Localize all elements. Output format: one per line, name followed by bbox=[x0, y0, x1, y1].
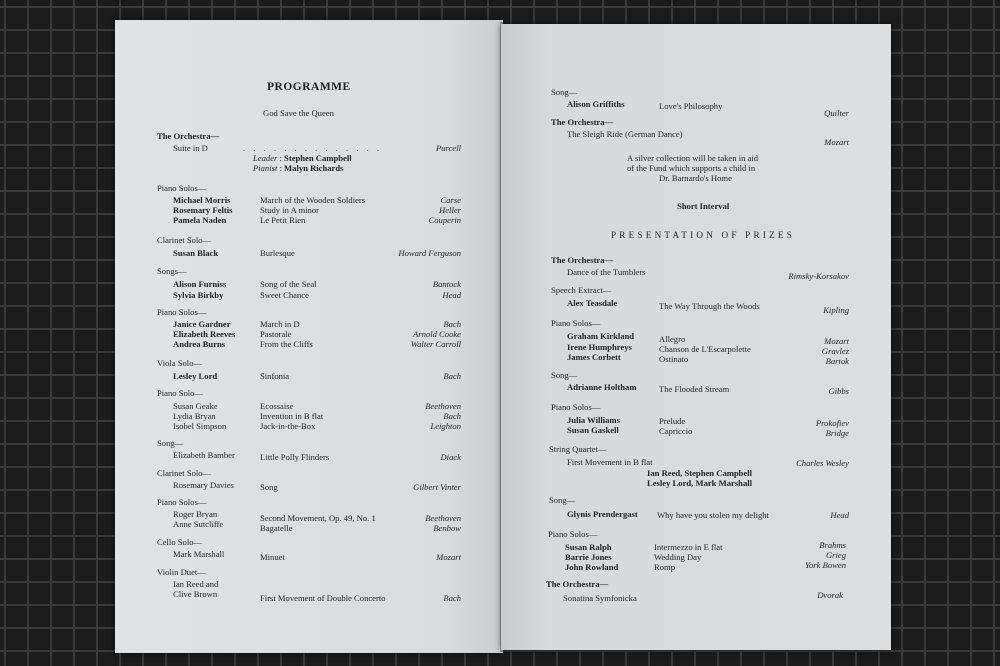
composer: Bach bbox=[443, 411, 461, 421]
work-title: Minuet bbox=[260, 552, 285, 562]
work-title: March in D bbox=[260, 319, 300, 329]
performer: Graham Kirkland bbox=[567, 331, 635, 341]
work-title: Prelude bbox=[659, 416, 686, 426]
composer: Diack bbox=[440, 452, 461, 462]
section-heading: Song— bbox=[551, 370, 578, 380]
composer: Bartok bbox=[825, 356, 849, 366]
composer: Carse bbox=[440, 195, 461, 205]
composer: Purcell bbox=[436, 143, 461, 153]
composer: Prokofiev bbox=[815, 418, 849, 428]
work-title: Sweet Chance bbox=[260, 290, 309, 300]
performer: Alex Teasdale bbox=[567, 298, 618, 308]
composer: Benbow bbox=[433, 523, 461, 533]
performer: Susan Ralph bbox=[565, 542, 612, 552]
collection-note-line: A silver collection will be taken in aid bbox=[627, 153, 759, 163]
composer: Heller bbox=[439, 205, 461, 215]
composer: Mozart bbox=[824, 137, 849, 147]
performer: Julia Williams bbox=[567, 415, 620, 425]
performer: Elizabeth Reeves bbox=[173, 329, 236, 339]
section-heading: The Orchestra— bbox=[546, 579, 609, 589]
section-heading: Speech Extract— bbox=[551, 285, 612, 295]
performer: Susan Geake bbox=[173, 401, 218, 411]
performer: Irene Humphreys bbox=[567, 342, 632, 352]
work-title: Study in A minor bbox=[260, 205, 319, 215]
work-title: Jack-in-the-Box bbox=[260, 421, 316, 431]
leader-label: Leader bbox=[253, 153, 278, 163]
work-title: Le Petit Rien bbox=[260, 215, 306, 225]
work-title: Bagatelle bbox=[260, 523, 293, 533]
work-title: Romp bbox=[654, 562, 676, 572]
composer: Bach bbox=[443, 371, 461, 381]
composer: Beethoven bbox=[425, 513, 461, 523]
work-title: Chanson de L'Escarpolette bbox=[659, 344, 751, 354]
performer: Lydia Bryan bbox=[173, 411, 216, 421]
work-title: Invention in B flat bbox=[260, 411, 324, 421]
section-heading: Piano Solos— bbox=[548, 529, 598, 539]
work-title: Wedding Day bbox=[654, 552, 702, 562]
collection-note-line: of the Fund which supports a child in bbox=[627, 163, 756, 173]
work-title: Capriccio bbox=[659, 426, 693, 436]
section-heading: Song— bbox=[551, 87, 578, 97]
work-title: Love's Philosophy bbox=[659, 101, 723, 111]
composer: Rimsky-Korsakov bbox=[788, 271, 849, 281]
section-heading: Viola Solo— bbox=[157, 358, 203, 368]
work-title: Why have you stolen my delight bbox=[657, 510, 769, 520]
leader-credit: Leader : Stephen Campbell bbox=[253, 153, 352, 163]
composer: Mozart bbox=[436, 552, 461, 562]
section-heading: Piano Solos— bbox=[551, 318, 601, 328]
leader-dots: . . . . . . . . . . . . . . bbox=[243, 143, 383, 153]
collection-note-line: Dr. Barnardo's Home bbox=[659, 173, 732, 183]
section-heading: Piano Solos— bbox=[157, 183, 207, 193]
page-title: PROGRAMME bbox=[267, 81, 351, 93]
section-heading: Song— bbox=[157, 438, 184, 448]
performer: Susan Gaskell bbox=[567, 425, 619, 435]
composer: Couperin bbox=[428, 215, 461, 225]
performer: Rosemary Feltis bbox=[173, 205, 233, 215]
performer: Elizabeth Bamber bbox=[173, 450, 235, 460]
performer: Rosemary Davies bbox=[173, 480, 234, 490]
composer: Gibbs bbox=[828, 386, 849, 396]
work-title: The Way Through the Woods bbox=[659, 301, 760, 311]
performer: James Corbett bbox=[567, 352, 621, 362]
composer: Gravlez bbox=[821, 346, 849, 356]
performer: Andrea Burns bbox=[173, 339, 226, 349]
section-heading: String Quartet— bbox=[549, 444, 607, 454]
performer: Glynis Prendergast bbox=[567, 509, 638, 519]
performer: Alison Furniss bbox=[173, 279, 227, 289]
section-heading: Songs— bbox=[157, 266, 187, 276]
pianist-credit: Pianist : Malyn Richards bbox=[253, 163, 344, 173]
pianist-label: Pianist bbox=[253, 163, 278, 173]
composer: York Bowen bbox=[805, 560, 846, 570]
performer: Michael Morris bbox=[173, 195, 231, 205]
composer: Mozart bbox=[824, 336, 849, 346]
performer: Lesley Lord bbox=[173, 371, 218, 381]
leader-name: Stephen Campbell bbox=[284, 153, 352, 163]
work-title: Sinfonia bbox=[260, 371, 290, 381]
work-title: Pastorale bbox=[260, 329, 292, 339]
performer: Ian Reed and bbox=[173, 579, 219, 589]
performer: Sylvia Birkby bbox=[173, 290, 224, 300]
interval-heading: Short Interval bbox=[677, 201, 730, 211]
composer: Bridge bbox=[825, 428, 849, 438]
composer: Beethoven bbox=[425, 401, 461, 411]
work-title: Ecossaise bbox=[260, 401, 294, 411]
work-title: First Movement in B flat bbox=[567, 457, 653, 467]
section-heading: Piano Solo— bbox=[157, 388, 204, 398]
section-heading: Violin Duet— bbox=[157, 567, 206, 577]
prizes-heading: PRESENTATION OF PRIZES bbox=[611, 230, 796, 240]
composer: Bantock bbox=[432, 279, 461, 289]
section-heading: Cello Solo— bbox=[157, 537, 203, 547]
section-heading: The Orchestra— bbox=[551, 117, 614, 127]
composer: Dvorak bbox=[817, 590, 843, 600]
section-heading: Song— bbox=[549, 495, 576, 505]
composer: Head bbox=[442, 290, 461, 300]
composer: Arnold Cooke bbox=[413, 329, 461, 339]
performer: Lesley Lord, Mark Marshall bbox=[647, 478, 753, 488]
work-title: The Sleigh Ride (German Dance) bbox=[567, 129, 683, 139]
section-heading: The Orchestra— bbox=[157, 131, 220, 141]
performer: Isobel Simpson bbox=[173, 421, 227, 431]
work-title: First Movement of Double Concerto bbox=[260, 593, 386, 603]
work-title: Little Polly Flinders bbox=[260, 452, 330, 462]
composer: Brahms bbox=[819, 540, 846, 550]
performer: Ian Reed, Stephen Campbell bbox=[647, 468, 753, 478]
pianist-name: Malyn Richards bbox=[284, 163, 344, 173]
composer: Bach bbox=[443, 319, 461, 329]
composer: Bach bbox=[443, 593, 461, 603]
work-title: Intermezzo in E flat bbox=[654, 542, 723, 552]
performer: Susan Black bbox=[173, 248, 219, 258]
composer: Charles Wesley bbox=[796, 458, 849, 468]
performer: Pamela Naden bbox=[173, 215, 227, 225]
work-title: Sonatina Symfonicka bbox=[563, 593, 637, 603]
composer: Leighton bbox=[430, 421, 461, 431]
work-title: Suite in D bbox=[173, 143, 208, 153]
performer: Adrianne Holtham bbox=[567, 382, 637, 392]
work-title: Song of the Seal bbox=[260, 279, 317, 289]
work-title: From the Cliffs bbox=[260, 339, 313, 349]
programme-right-page bbox=[501, 24, 891, 650]
section-heading: Piano Solos— bbox=[157, 497, 207, 507]
work-title: Second Movement, Op. 49, No. 1 bbox=[260, 513, 376, 523]
programme-left-page bbox=[115, 20, 503, 653]
section-heading: The Orchestra— bbox=[551, 255, 614, 265]
performer: Mark Marshall bbox=[173, 549, 225, 559]
performer: Alison Griffiths bbox=[567, 99, 625, 109]
performer: Clive Brown bbox=[173, 589, 218, 599]
composer: Gilbert Vinter bbox=[413, 482, 461, 492]
work-title: Ostinato bbox=[659, 354, 689, 364]
section-heading: Piano Solos— bbox=[157, 307, 207, 317]
composer: Quilter bbox=[824, 108, 849, 118]
performer: Roger Bryan bbox=[173, 509, 218, 519]
work-title: Song bbox=[260, 482, 278, 492]
performer: Janice Gardner bbox=[173, 319, 231, 329]
section-heading: Clarinet Solo— bbox=[157, 235, 212, 245]
composer: Howard Ferguson bbox=[398, 248, 461, 258]
performer: Barrie Jones bbox=[565, 552, 612, 562]
composer: Grieg bbox=[825, 550, 846, 560]
work-title: Allegro bbox=[659, 334, 686, 344]
work-title: The Flooded Stream bbox=[659, 384, 730, 394]
work-title: Burlesque bbox=[260, 248, 295, 258]
section-heading: Clarinet Solo— bbox=[157, 468, 212, 478]
anthem: God Save the Queen bbox=[263, 108, 334, 118]
section-heading: Piano Solos— bbox=[551, 402, 601, 412]
composer: Kipling bbox=[823, 305, 849, 315]
performer: John Rowland bbox=[565, 562, 619, 572]
work-title: Dance of the Tumblers bbox=[567, 267, 646, 277]
composer: Walter Carroll bbox=[410, 339, 461, 349]
performer: Anne Sutcliffe bbox=[173, 519, 224, 529]
composer: Head bbox=[830, 510, 849, 520]
work-title: March of the Wooden Soldiers bbox=[260, 195, 366, 205]
